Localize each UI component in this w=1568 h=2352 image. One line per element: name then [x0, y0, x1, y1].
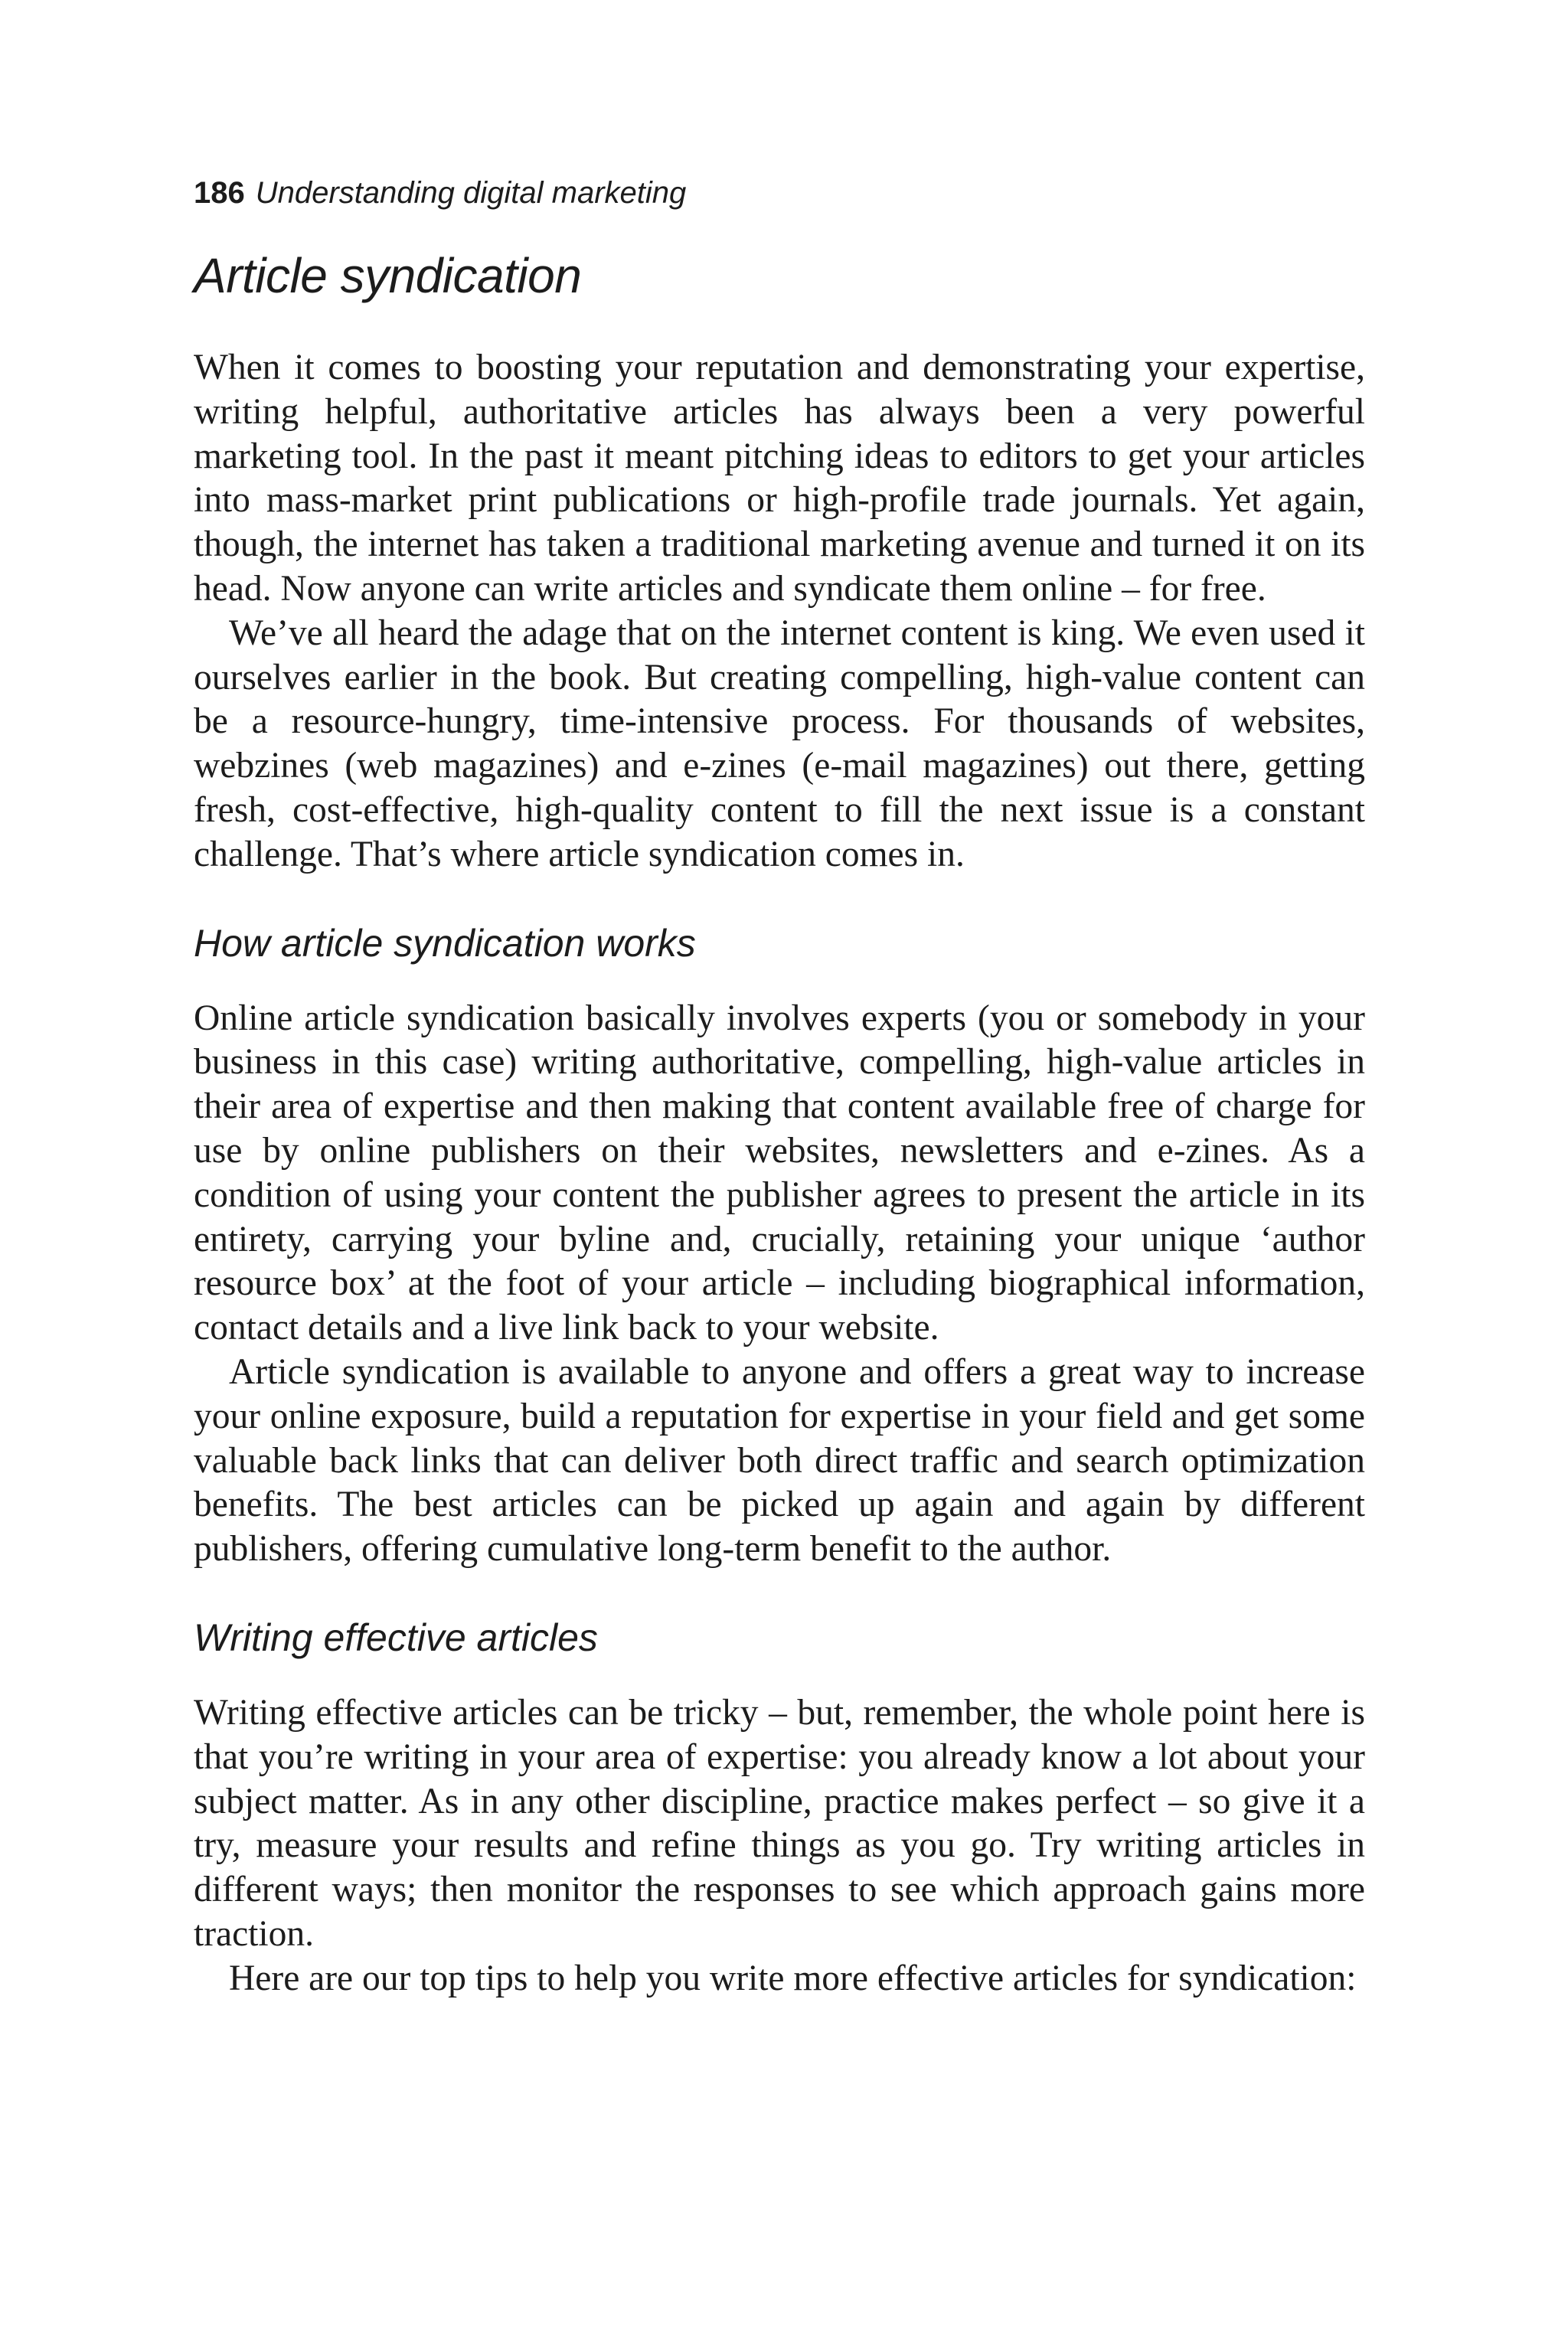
intro-paragraph-1: When it comes to boosting your reputation and demonstrating your expertise, writing helpful, authoritative articles has always been a very powerful marketing tool. In the past it meant pitching ideas to editors to get your articles into mass-market print publications or high-profile trade journals. Yet again, though, the internet has taken a traditional marketing avenue and turned it on its head. Now anyone can write articles and syndicate them online – for free. [194, 348, 1365, 609]
how-it-works-paragraph-1: Online article syndication basically involves experts (you or somebody in your business in this case) writing authoritative, compelling, high-value articles in their area of expertise and then making that content available free of charge for use by online publishers on their websites, newsletters and e-zines. As a condition of using your content the publisher agrees to present the article in its entirety, carrying your byline and, crucially, retaining your unique ‘author resource box’ at the foot of your article – including biographical information, contact details and a live link back to your website. [194, 998, 1365, 1348]
how-it-works-paragraph-2: Article syndication is available to anyone and offers a great way to increase your online exposure, build a reputation for expertise in your field and get some valuable back links that can deliver both direct traffic and search optimization benefits. The best articles can be picked up again and again by different publishers, offering cumulative long-term benefit to the author. [194, 1351, 1365, 1570]
page-number: 186 [194, 176, 245, 210]
book-page [194, 173, 1365, 2001]
subheading-writing-effective-articles: Writing effective articles [194, 1615, 598, 1659]
section-title: Article syndication [194, 248, 582, 303]
running-head [194, 173, 1365, 213]
subheading-how-it-works: How article syndication works [194, 921, 696, 965]
writing-paragraph-1: Writing effective articles can be tricky – but, remember, the whole point here is that you’re writing in your area of expertise: you already know a lot about your subject matter. As in any other discipline, practice makes perfect – so give it a try, measure your results and refine things as you go. Try writing articles in different ways; then monitor the responses to see which approach gains more traction. [194, 1692, 1365, 1954]
intro-paragraph-2: We’ve all heard the adage that on the internet content is king. We even used it ourselves earlier in the book. But creating compelling, high-value content can be a resource-hungry, time-intensive process. For thousands of websites, webzines (web magazines) and e-zines (e-mail magazines) out there, getting fresh, cost-effective, high-quality content to fill the next issue is a constant challenge. That’s where article syndication comes in. [194, 612, 1365, 874]
writing-paragraph-2: Here are our top tips to help you write more effective articles for syndication: [229, 1958, 1357, 1998]
running-title: Understanding digital marketing [255, 176, 687, 210]
